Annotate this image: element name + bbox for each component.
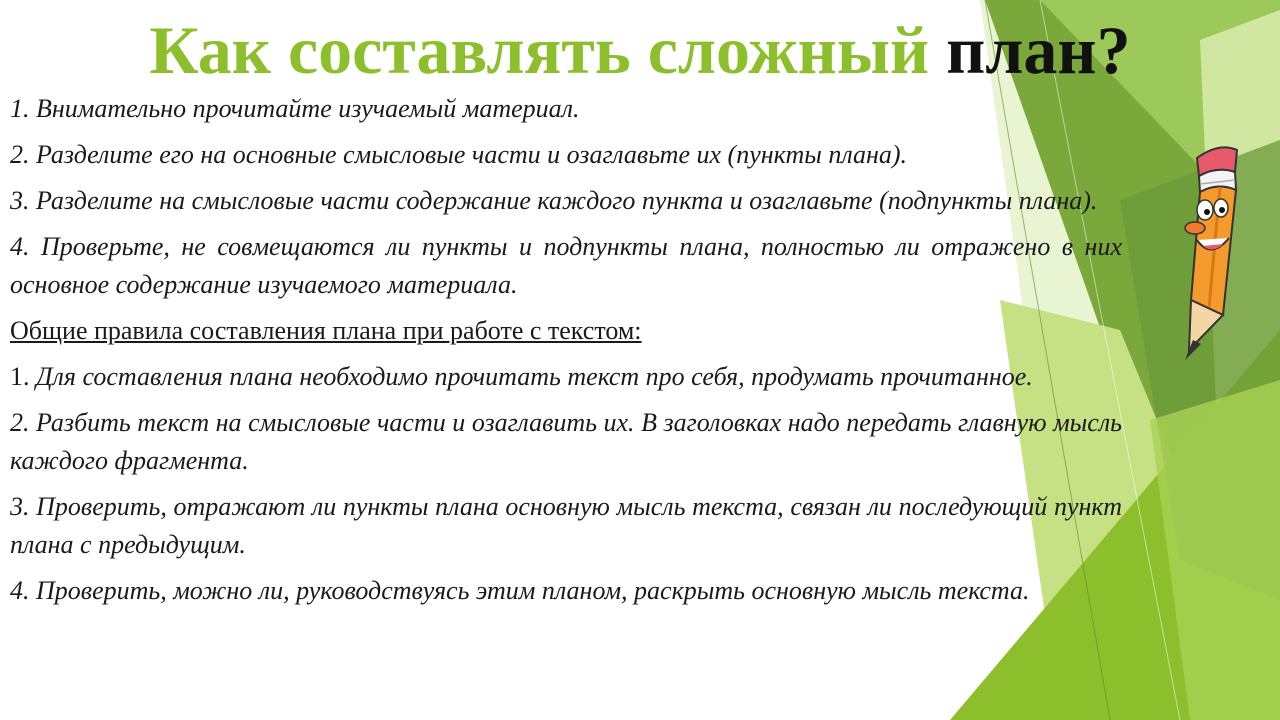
rule-4-number: 4. bbox=[10, 576, 30, 605]
rule-3-text: Проверить, отражают ли пункты плана основную мысль текста, связан ли последующий пункт плана с предыдущим. bbox=[10, 492, 1122, 559]
title-part-dark: план? bbox=[946, 12, 1131, 88]
step-3: 3. Разделите на смысловые части содержание каждого пункта и озаглавьте (подпункты плана). bbox=[10, 186, 1098, 215]
rule-1-number: 1. bbox=[10, 362, 30, 391]
rule-2 bbox=[10, 404, 1122, 480]
rule-4 bbox=[10, 572, 1122, 610]
rule-2-number: 2. bbox=[10, 408, 30, 437]
rule-1-text: Для составления плана необходимо прочитать текст про себя, продумать прочитанное. bbox=[29, 362, 1033, 391]
pencil-character-icon bbox=[1175, 140, 1255, 365]
slide-title bbox=[0, 10, 1280, 90]
title-part-green: Как составлять сложный bbox=[149, 12, 930, 88]
rule-1 bbox=[10, 358, 1122, 396]
step-1: 1. Внимательно прочитайте изучаемый материал. bbox=[10, 94, 580, 123]
rule-2-text: Разбить текст на смысловые части и озаглавить их. В заголовках надо передать главную мысль каждого фрагмента. bbox=[10, 408, 1122, 475]
step-4: 4. Проверьте, не совмещаются ли пункты и подпункты плана, полностью ли отражено в них основное содержание изучаемого материала. bbox=[10, 232, 1122, 299]
step-2: 2. Разделите его на основные смысловые части и озаглавьте их (пункты плана). bbox=[10, 140, 908, 169]
slide-content bbox=[10, 90, 1122, 618]
rule-3 bbox=[10, 488, 1122, 564]
rule-4-text: Проверить, можно ли, руководствуясь этим планом, раскрыть основную мысль текста. bbox=[29, 576, 1030, 605]
rules-heading: Общие правила составления плана при работе с текстом: bbox=[10, 316, 642, 345]
rule-3-number: 3. bbox=[10, 492, 30, 521]
